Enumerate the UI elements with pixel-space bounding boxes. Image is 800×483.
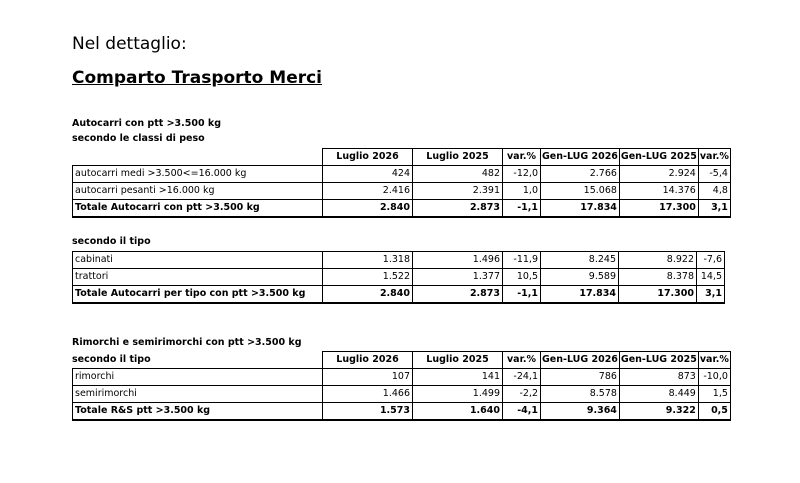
total-cell: 17.834 <box>541 200 620 218</box>
total-cell: 2.873 <box>413 286 503 304</box>
header-cell: Gen-LUG 2025 <box>619 149 698 166</box>
header-cell: var.% <box>698 149 730 166</box>
header-cell: var.% <box>503 352 541 369</box>
section2-label: secondo il tipo <box>72 236 151 247</box>
total-cell: -4,1 <box>503 403 541 421</box>
total-row <box>73 286 725 304</box>
total-row <box>73 403 731 421</box>
cell: 2.766 <box>541 166 620 183</box>
table-row <box>73 386 731 403</box>
cell: 15.068 <box>541 183 620 200</box>
cell: 8.449 <box>619 386 698 403</box>
total-cell: 2.840 <box>323 200 413 218</box>
cell: -7,6 <box>697 252 725 269</box>
total-cell: 1.640 <box>413 403 503 421</box>
header-row <box>73 149 731 166</box>
cell: 1.466 <box>323 386 413 403</box>
total-label: Totale Autocarri con ptt >3.500 kg <box>73 200 323 218</box>
cell: 10,5 <box>503 269 541 286</box>
cell: 1.318 <box>323 252 413 269</box>
total-cell: -1,1 <box>503 286 541 304</box>
total-cell: 17.300 <box>619 286 697 304</box>
cell: 1.522 <box>323 269 413 286</box>
header-cell: Luglio 2025 <box>413 149 503 166</box>
total-row <box>73 200 731 218</box>
cell: 141 <box>413 369 503 386</box>
header-blank <box>73 149 323 166</box>
cell: 1.499 <box>413 386 503 403</box>
total-cell: -1,1 <box>503 200 541 218</box>
total-cell: 17.834 <box>541 286 619 304</box>
table-row <box>73 166 731 183</box>
cell: -2,2 <box>503 386 541 403</box>
section-title: Comparto Trasporto Merci <box>72 68 323 88</box>
header-cell: Gen-LUG 2026 <box>541 352 620 369</box>
trailers-table <box>72 351 731 421</box>
section3-label: Rimorchi e semirimorchi con ptt >3.500 kg <box>72 337 302 348</box>
cell: -5,4 <box>698 166 730 183</box>
cell: -12,0 <box>503 166 541 183</box>
cell: -11,9 <box>503 252 541 269</box>
row-label: semirimorchi <box>73 386 323 403</box>
section3-sublabel: secondo il tipo <box>72 354 151 365</box>
cell: -24,1 <box>503 369 541 386</box>
header-blank <box>73 352 323 369</box>
cell: 2.416 <box>323 183 413 200</box>
cell: 786 <box>541 369 620 386</box>
row-label: autocarri medi >3.500<=16.000 kg <box>73 166 323 183</box>
header-cell: Luglio 2025 <box>413 352 503 369</box>
header-cell: var.% <box>503 149 541 166</box>
cell: 14,5 <box>697 269 725 286</box>
total-cell: 9.364 <box>541 403 620 421</box>
header-cell: Luglio 2026 <box>323 149 413 166</box>
total-label: Totale Autocarri per tipo con ptt >3.500 kg <box>73 286 323 304</box>
header-row <box>73 352 731 369</box>
cell: 2.391 <box>413 183 503 200</box>
table-row <box>73 183 731 200</box>
intro-text: Nel dettaglio: <box>72 34 187 54</box>
row-label: trattori <box>73 269 323 286</box>
cell: 107 <box>323 369 413 386</box>
cell: 1.496 <box>413 252 503 269</box>
header-cell: var.% <box>698 352 730 369</box>
total-cell: 2.840 <box>323 286 413 304</box>
cell: 9.589 <box>541 269 619 286</box>
table-row <box>73 269 725 286</box>
row-label: cabinati <box>73 252 323 269</box>
total-cell: 9.322 <box>619 403 698 421</box>
cell: 1.377 <box>413 269 503 286</box>
row-label: rimorchi <box>73 369 323 386</box>
row-label: autocarri pesanti >16.000 kg <box>73 183 323 200</box>
total-cell: 3,1 <box>697 286 725 304</box>
header-cell: Gen-LUG 2025 <box>619 352 698 369</box>
table-row <box>73 369 731 386</box>
cell: 873 <box>619 369 698 386</box>
header-cell: Gen-LUG 2026 <box>541 149 620 166</box>
cell: 1,5 <box>698 386 730 403</box>
total-cell: 0,5 <box>698 403 730 421</box>
table-row <box>73 252 725 269</box>
section1-label: Autocarri con ptt >3.500 kg <box>72 118 222 129</box>
type-table <box>72 251 725 304</box>
total-cell: 2.873 <box>413 200 503 218</box>
cell: -10,0 <box>698 369 730 386</box>
total-label: Totale R&S ptt >3.500 kg <box>73 403 323 421</box>
cell: 8.578 <box>541 386 620 403</box>
cell: 424 <box>323 166 413 183</box>
total-cell: 1.573 <box>323 403 413 421</box>
weight-class-table <box>72 148 731 218</box>
cell: 8.378 <box>619 269 697 286</box>
cell: 4,8 <box>698 183 730 200</box>
cell: 14.376 <box>619 183 698 200</box>
cell: 2.924 <box>619 166 698 183</box>
cell: 482 <box>413 166 503 183</box>
header-cell: Luglio 2026 <box>323 352 413 369</box>
cell: 8.245 <box>541 252 619 269</box>
total-cell: 17.300 <box>619 200 698 218</box>
total-cell: 3,1 <box>698 200 730 218</box>
section1-sublabel: secondo le classi di peso <box>72 133 205 144</box>
cell: 8.922 <box>619 252 697 269</box>
cell: 1,0 <box>503 183 541 200</box>
